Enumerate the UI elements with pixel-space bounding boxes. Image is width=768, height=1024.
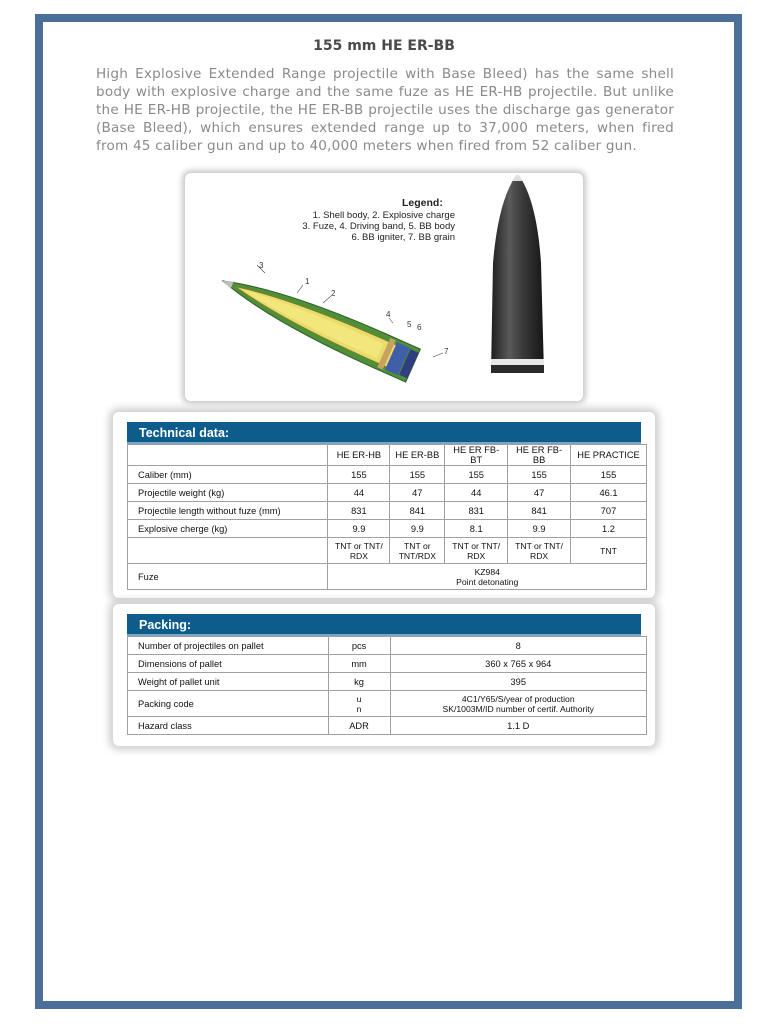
- table-cell: 8.1: [445, 520, 508, 538]
- table-cell: 155: [571, 466, 647, 484]
- column-header: HE ER FB-BT: [445, 445, 508, 466]
- technical-data-panel: [113, 412, 655, 598]
- legend-line: 6. BB igniter, 7. BB grain: [351, 232, 455, 243]
- table-row: [128, 502, 647, 520]
- row-label: Projectile weight (kg): [128, 484, 328, 502]
- unit-value: u: [356, 693, 362, 704]
- packing-code-value: SK/1003M/ID number of certif. Authority: [442, 703, 594, 714]
- unit-value: n: [356, 703, 362, 714]
- table-cell: 9.9: [328, 520, 390, 538]
- table-cell: 707: [571, 502, 647, 520]
- row-label: Explosive cherge (kg): [128, 520, 328, 538]
- part-number: 2: [331, 289, 336, 298]
- packing-panel: [113, 604, 655, 746]
- row-label: Projectile length without fuze (mm): [128, 502, 328, 520]
- table-row: [128, 520, 647, 538]
- legend-title: Legend:: [402, 197, 443, 209]
- row-label: Number of projectiles on pallet: [128, 637, 329, 655]
- table-cell: 44: [328, 484, 390, 502]
- table-cell: TNT or TNT/ RDX: [328, 538, 390, 564]
- fuze-value: Point detonating: [456, 576, 519, 587]
- table-cell: 47: [390, 484, 445, 502]
- row-label: [128, 538, 328, 564]
- fuze-value: KZ984: [474, 566, 500, 577]
- column-header: HE ER FB-BB: [508, 445, 571, 466]
- packing-heading: Packing:: [127, 614, 641, 636]
- table-cell: 1.2: [571, 520, 647, 538]
- part-number: 4: [386, 310, 391, 319]
- column-header: HE ER-HB: [328, 445, 390, 466]
- table-cell: TNT or TNT/ RDX: [445, 538, 508, 564]
- table-cell: 9.9: [390, 520, 445, 538]
- row-label: Weight of pallet unit: [128, 673, 329, 691]
- legend-line: 1. Shell body, 2. Explosive charge: [312, 210, 455, 221]
- table-cell: ADR: [328, 717, 390, 735]
- table-cell: [128, 445, 328, 466]
- part-number: 1: [305, 277, 310, 286]
- table-header-row: [128, 445, 647, 466]
- technical-data-table: [127, 444, 647, 590]
- part-number: 6: [417, 323, 422, 332]
- row-label: Dimensions of pallet: [128, 655, 329, 673]
- table-row: [128, 691, 647, 717]
- table-row: [128, 717, 647, 735]
- table-cell: 155: [328, 466, 390, 484]
- column-header: HE PRACTICE: [571, 445, 647, 466]
- part-number: 7: [444, 347, 449, 356]
- table-cell: 47: [508, 484, 571, 502]
- table-row: [128, 564, 647, 590]
- table-cell: 841: [390, 502, 445, 520]
- table-cell: 9.9: [508, 520, 571, 538]
- table-row: [128, 673, 647, 691]
- table-cell: [390, 691, 646, 717]
- table-cell: 155: [445, 466, 508, 484]
- table-cell: 831: [328, 502, 390, 520]
- legend-line: 3. Fuze, 4. Driving band, 5. BB body: [302, 221, 455, 232]
- table-row: [128, 637, 647, 655]
- technical-data-heading: Technical data:: [127, 422, 641, 444]
- table-cell: 395: [390, 673, 646, 691]
- table-cell: TNT or TNT/ RDX: [508, 538, 571, 564]
- table-cell: mm: [328, 655, 390, 673]
- projectile-figure: [185, 173, 583, 401]
- packing-code-value: 4C1/Y65/S/year of production: [461, 693, 575, 704]
- table-row: [128, 466, 647, 484]
- row-label: Fuze: [128, 564, 328, 590]
- table-cell: 155: [390, 466, 445, 484]
- table-cell: 1.1 D: [390, 717, 646, 735]
- page-title: 155 mm HE ER-BB: [313, 38, 455, 54]
- column-header: HE ER-BB: [390, 445, 445, 466]
- table-cell: pcs: [328, 637, 390, 655]
- table-cell: 46.1: [571, 484, 647, 502]
- table-cell: 360 x 765 x 964: [390, 655, 646, 673]
- table-cell: kg: [328, 673, 390, 691]
- table-cell: TNT or TNT/RDX: [390, 538, 445, 564]
- row-label: Caliber (mm): [128, 466, 328, 484]
- table-cell: 8: [390, 637, 646, 655]
- part-number: 5: [407, 320, 412, 329]
- packing-table: [127, 636, 647, 735]
- table-cell: 44: [445, 484, 508, 502]
- projectile-cutaway-drawing: [185, 173, 583, 401]
- row-label: Hazard class: [128, 717, 329, 735]
- table-cell: TNT: [571, 538, 647, 564]
- intro-paragraph: High Explosive Extended Range projectile with Base Bleed) has the same shell body with explosive charge and the same fuze as HE ER-HB projectile. But unlike the HE ER-HB projectile, the HE ER-BB projectile uses the discharge gas generator (Base Bleed), which ensures extended range up to 37,000 meters, when fired from 45 caliber gun and up to 40,000 meters when fired from 52 caliber gun.: [96, 66, 674, 154]
- part-number: 3: [259, 261, 264, 270]
- row-label: Packing code: [128, 691, 329, 717]
- table-row: [128, 538, 647, 564]
- table-cell: 155: [508, 466, 571, 484]
- table-row: [128, 484, 647, 502]
- table-cell: 831: [445, 502, 508, 520]
- table-cell: [328, 691, 390, 717]
- table-cell: [328, 564, 647, 590]
- table-cell: 841: [508, 502, 571, 520]
- table-row: [128, 655, 647, 673]
